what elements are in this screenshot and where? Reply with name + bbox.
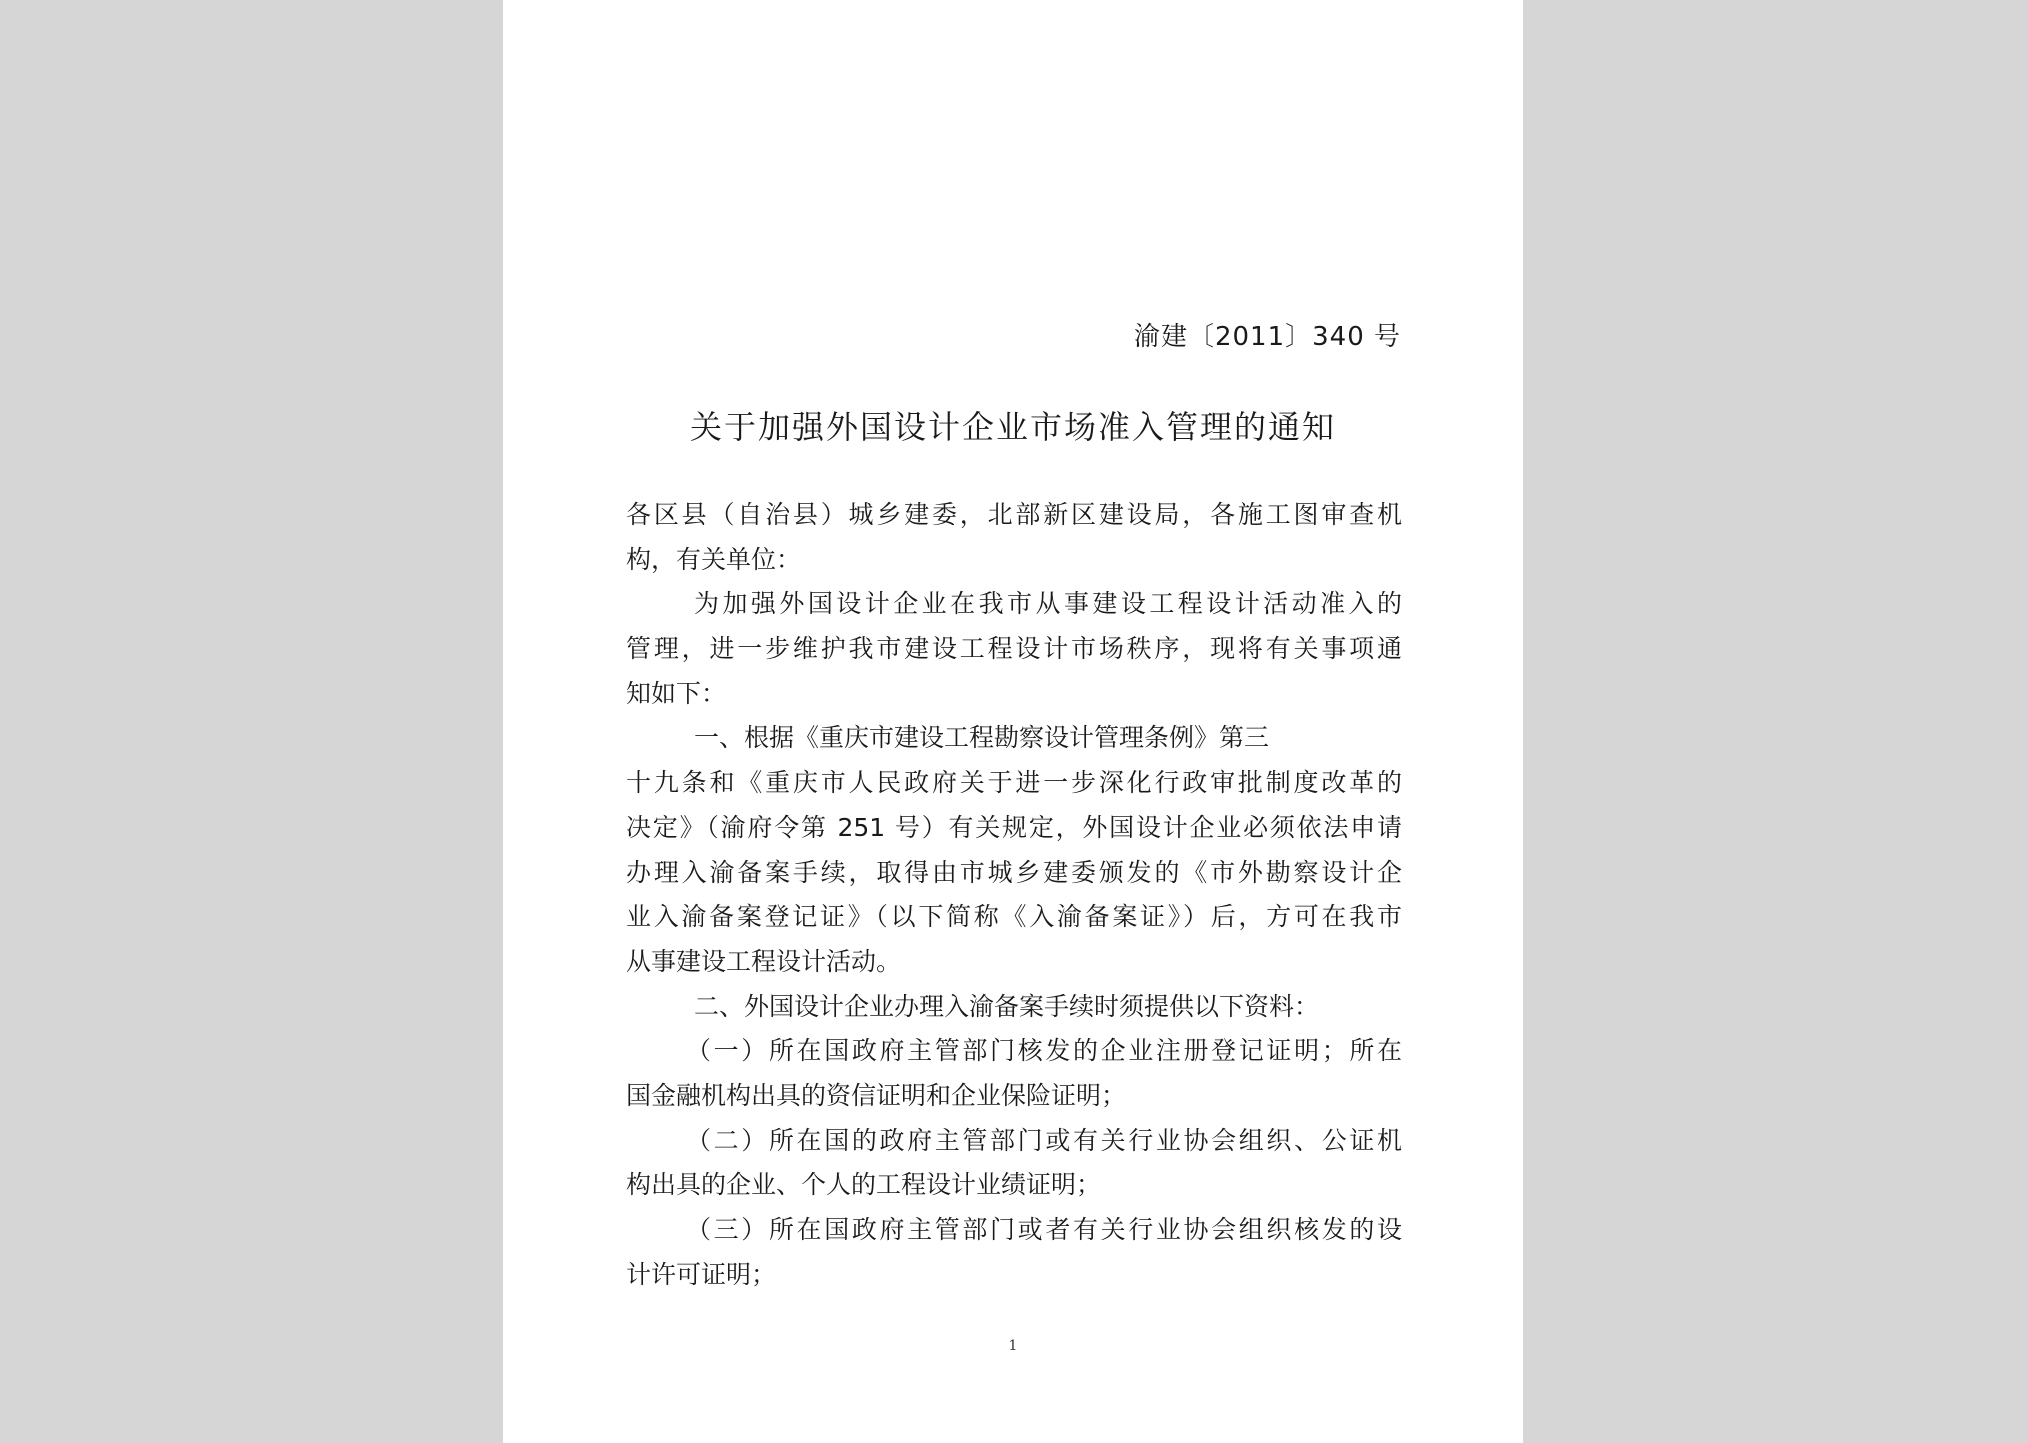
body-line: 二、外国设计企业办理入渝备案手续时须提供以下资料：: [694, 991, 1320, 1021]
body-line: （二）所在国的政府主管部门或有关行业协会组织、公证机: [686, 1125, 1402, 1155]
document-number: 渝建〔2011〕340 号: [1133, 322, 1401, 352]
document-body: [626, 493, 1402, 1297]
body-line: 国金融机构出具的资信证明和企业保险证明；: [626, 1080, 1127, 1110]
body-line: 计许可证明；: [626, 1259, 777, 1289]
body-line: 各区县（自治县）城乡建委，北部新区建设局，各施工图审查机: [626, 500, 1402, 529]
body-line: 管理，进一步维护我市建设工程设计市场秩序，现将有关事项通: [626, 634, 1402, 664]
body-line: 为加强外国设计企业在我市从事建设工程设计活动准入的: [694, 589, 1402, 619]
page-number: 1: [1008, 1338, 1018, 1354]
document-title: 关于加强外国设计企业市场准入管理的通知: [689, 408, 1336, 446]
body-line: 构出具的企业、个人的工程设计业绩证明；: [626, 1170, 1102, 1200]
body-line: 办理入渝备案手续，取得由市城乡建委颁发的《市外勘察设计企: [626, 857, 1402, 887]
body-line: 构，有关单位：: [626, 544, 802, 574]
body-line: 十九条和《重庆市人民政府关于进一步深化行政审批制度改革的: [626, 768, 1402, 798]
body-line: 决定》（渝府令第 251 号）有关规定，外国设计企业必须依法申请: [626, 812, 1402, 842]
body-line: 业入渝备案登记证》（以下简称《入渝备案证》）后，方可在我市: [626, 902, 1402, 932]
document-page: [503, 0, 1523, 1443]
body-line: （一）所在国政府主管部门核发的企业注册登记证明；所在: [686, 1036, 1402, 1066]
body-line: 从事建设工程设计活动。: [626, 946, 902, 976]
body-line: 一、根据《重庆市建设工程勘察设计管理条例》第三: [694, 723, 1270, 753]
body-line: （三）所在国政府主管部门或者有关行业协会组织核发的设: [686, 1215, 1402, 1244]
body-line: 知如下：: [626, 678, 727, 708]
